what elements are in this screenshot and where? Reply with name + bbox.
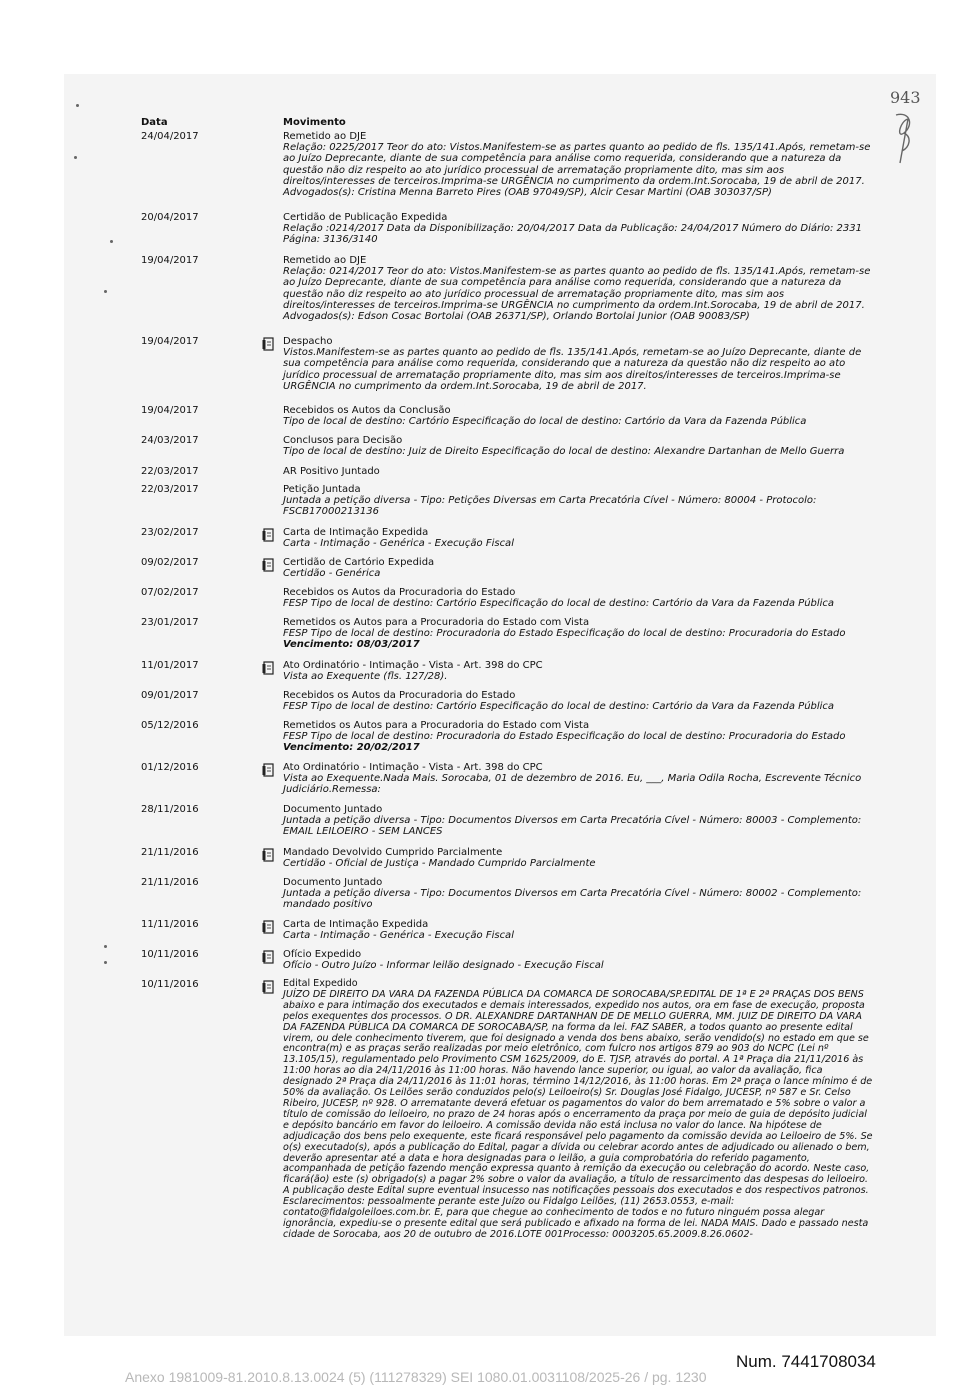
document-icon[interactable] xyxy=(262,762,274,776)
movement-description: Relação :0214/2017 Data da Disponibilização: 20/04/2017 Data da Publicação: 24/04/2017 Número do Diário: 2331 Página: 3136/3140 xyxy=(283,223,862,246)
movement-body xyxy=(283,484,873,518)
movement-deadline: Vencimento: 08/03/2017 xyxy=(283,639,420,651)
movement-body xyxy=(283,336,873,392)
movement-date: 01/12/2016 xyxy=(141,762,199,773)
movement-title[interactable]: Despacho xyxy=(283,336,333,347)
movement-description: Relação: 0214/2017 Teor do ato: Vistos.Manifestem-se as partes quanto ao pedido de fls. 135/141.Após, remetam-se ao Juízo Deprecante, diante de sua competência para análise como requerida, considerando que a natureza da questão não diz respeito ao ato jurídico processual de arrematação propriamente dito, mas sim aos direitos/interesses de terceiros.Imprima-se URGÊNCIA no cumprimento da ordem.Int.Sorocaba, 19 de abril de 2017. Advogados(s): Edson Cosac Bortolai (OAB 26371/SP), Orlando Bortolai Junior (OAB 90083/SP) xyxy=(283,266,871,323)
movement-date: 24/04/2017 xyxy=(141,131,199,142)
movement-description: Carta - Intimação - Genérica - Execução Fiscal xyxy=(283,538,514,550)
movement-body xyxy=(283,877,873,911)
movement-deadline: Vencimento: 20/02/2017 xyxy=(283,742,420,754)
movement-title[interactable]: Ato Ordinatório - Intimação - Vista - Art. 398 do CPC xyxy=(283,762,543,773)
movement-date: 22/03/2017 xyxy=(141,484,199,495)
movement-body xyxy=(283,405,873,427)
movement-description: Ofício - Outro Juízo - Informar leilão designado - Execução Fiscal xyxy=(283,960,604,972)
movement-body xyxy=(283,255,873,322)
movement-title[interactable]: Recebidos os Autos da Procuradoria do Estado xyxy=(283,587,516,598)
movement-title[interactable]: Remetidos os Autos para a Procuradoria do Estado com Vista xyxy=(283,720,590,731)
movement-body xyxy=(283,949,873,971)
movement-title[interactable]: Carta de Intimação Expedida xyxy=(283,919,429,930)
movement-date: 19/04/2017 xyxy=(141,336,199,347)
movement-title[interactable]: Ofício Expedido xyxy=(283,949,362,960)
movement-title[interactable]: Edital Expedido xyxy=(283,978,358,989)
column-header-movement: Movimento xyxy=(283,117,346,128)
handwritten-annotation xyxy=(890,88,930,168)
document-icon[interactable] xyxy=(262,919,274,933)
document-icon[interactable] xyxy=(262,336,274,350)
movement-date: 21/11/2016 xyxy=(141,877,199,888)
movement-title[interactable]: AR Positivo Juntado xyxy=(283,466,380,477)
movement-body xyxy=(283,847,873,869)
scan-speck xyxy=(104,290,107,293)
movement-date: 28/11/2016 xyxy=(141,804,199,815)
movement-description: Relação: 0225/2017 Teor do ato: Vistos.Manifestem-se as partes quanto ao pedido de fls. 135/141.Após, remetam-se ao Juízo Deprecante, diante de sua competência para análise como requerida, considerando que a natureza da questão não diz respeito ao ato jurídico processual de arrematação propriamente dito, mas sim aos direitos/interesses de terceiros.Imprima-se URGÊNCIA no cumprimento da ordem.Int.Sorocaba, 19 de abril de 2017. Advogados(s): Cristina Menna Barreto Pires (OAB 97049/SP), Alcir Cesar Martini (OAB 303037/SP) xyxy=(283,142,871,199)
scan-speck xyxy=(74,156,77,159)
scan-speck xyxy=(104,945,107,948)
movement-description: Vistos.Manifestem-se as partes quanto ao pedido de fls. 135/141.Após, remetam-se ao Juízo Deprecante, diante de sua competência para análise como requerida, considerando que a natureza da questão não diz respeito ao ato jurídico processual de arrematação propriamente dito, mas sim aos direitos/interesses de terceiros.Imprima-se URGÊNCIA no cumprimento da ordem.Int.Sorocaba, 19 de abril de 2017. xyxy=(283,347,862,392)
document-number: Num. 7441708034 xyxy=(736,1352,876,1371)
movement-title[interactable]: Documento Juntado xyxy=(283,877,383,888)
movement-title[interactable]: Mandado Devolvido Cumprido Parcialmente xyxy=(283,847,503,858)
movement-date: 20/04/2017 xyxy=(141,212,199,223)
movement-description: Juntada a petição diversa - Tipo: Documentos Diversos em Carta Precatória Cível - Número: 80003 - Complemento: EMAIL LEILOEIRO - SEM LANCES xyxy=(283,815,862,838)
document-icon[interactable] xyxy=(262,527,274,541)
movement-date: 23/01/2017 xyxy=(141,617,199,628)
movement-date: 10/11/2016 xyxy=(141,949,199,960)
movement-description: FESP Tipo de local de destino: Procuradoria do Estado Especificação do local de destino: Procuradoria do Estado xyxy=(283,731,846,743)
movement-title[interactable]: Documento Juntado xyxy=(283,804,383,815)
handwritten-initials-icon xyxy=(890,107,920,167)
movement-date: 10/11/2016 xyxy=(141,979,199,990)
movement-body xyxy=(283,690,873,712)
movement-date: 19/04/2017 xyxy=(141,405,199,416)
document-icon[interactable] xyxy=(262,979,274,993)
movement-description: FESP Tipo de local de destino: Cartório Especificação do local de destino: Cartório da Vara da Fazenda Pública xyxy=(283,701,835,713)
movement-description: Vista ao Exequente.Nada Mais. Sorocaba, 01 de dezembro de 2016. Eu, ___, Maria Odila Rocha, Escrevente Técnico Judiciário.Remessa: xyxy=(283,773,862,796)
movement-body xyxy=(283,587,873,609)
movement-description: FESP Tipo de local de destino: Procuradoria do Estado Especificação do local de destino: Procuradoria do Estado xyxy=(283,628,846,640)
movement-body xyxy=(283,527,873,549)
scan-speck xyxy=(76,104,79,107)
movement-body xyxy=(283,212,873,246)
footer-reference: Anexo 1981009-81.2010.8.13.0024 (5) (111278329) SEI 1080.01.0031108/2025-26 / pg. 1230 xyxy=(125,1369,707,1385)
movement-date: 19/04/2017 xyxy=(141,255,199,266)
document-icon[interactable] xyxy=(262,847,274,861)
movement-description: Tipo de local de destino: Cartório Especificação do local de destino: Cartório da Vara da Fazenda Pública xyxy=(283,416,807,428)
movement-date: 09/02/2017 xyxy=(141,557,199,568)
movement-body xyxy=(283,919,873,941)
movement-description: Carta - Intimação - Genérica - Execução Fiscal xyxy=(283,930,514,942)
movement-body xyxy=(283,435,873,457)
movement-title[interactable]: Recebidos os Autos da Conclusão xyxy=(283,405,451,416)
movement-description: JUÍZO DE DIREITO DA VARA DA FAZENDA PÚBLICA DA COMARCA DE SOROCABA/SP.EDITAL DE 1ª E 2ª PRAÇAS DOS BENS abaixo e para intimação dos executados e demais interessados, expedido nos autos, ora em fase de execução, proposta pelos exequentes dos processos. O DR. ALEXANDRE DARTANHAN DE DE MELLO GUERRA, MM. JUIZ DE DIREITO DA VARA DA FAZENDA PÚBLICA DA COMARCA DE SOROCABA/SP, na forma da lei. FAZ SABER, a todos quanto ao presente edital virem, ou dele conhecimento tiverem, que foi designado a venda dos bens abaixo, serão vendido(s) no estado em que se encontra(m) e as praças serão realizadas por meio eletrônico, com fulcro nos artigos 879 ao 903 do NCPC (Lei nº 13.105/15), regulamentado pelo Provimento CSM 1625/2009, do E. TJSP, através do portal. A 1ª Praça dia 21/11/2016 às 11:00 horas ao dia 24/11/2016 às 11:00 horas. Não havendo lance superior, ou igual, ao valor da avaliação, fica designado 2ª Praça dia 24/11/2016 às 11:01 horas, término 14/12/2016, às 11:00 horas. Em 2ª praça o lance mínimo é de 50% da avaliação. Os Leilões serão conduzidos pelo(s) Leiloeiro(s) Sr. Douglas José Fidalgo, JUCESP, nº 587 e Sr. Celso Ribeiro, JUCESP, nº 928. O arrematante deverá efetuar os pagamentos do valor do bem arrematado e 5% sobre o valor a título de comissão do leiloeiro, no prazo de 24 horas após o encerramento da praça por meio de guia de depósito judicial e depósito bancário em favor do leiloeiro. A comissão devida não está inclusa no valor do lance. Na hipótese de adjudicação dos bens pelo exequente, este ficará responsável pelo pagamento da comissão devida ao Leiloeiro de 5%. Se o(s) executado(s), após a publicação do Edital, pagar a dívida ou celebrar acordo antes de adjudicado ou alienado o bem, deverão apresentar até a data e hora designadas para o leilão, a guia comprobatória do referido pagamento, acompanhada de petição fazendo menção expressa quanto à remição da execução ou celebração do acordo. Neste caso, ficará(ão) este (s) obrigado(s) a pagar 2% sobre o valor da avaliação, a título de ressarcimento das despesas do leiloeiro. A publicação deste Edital supre eventual insucesso nas notificações pessoais dos executados e dos respectivos patronos. Esclarecimentos: pessoalmente perante este Juízo ou Fidalgo Leilões, (11) 2653.0553, e-mail: contato@fidalgoleiloes.com.br. E, para que chegue ao conhecimento de todos e no futuro ninguém possa alegar ignorância, expediu-se o presente edital que será publicado e afixado na forma de lei. NADA MAIS. Dado e passado nesta cidade de Sorocaba, aos 20 de outubro de 2016.LOTE 001Processo: 0003205.65.2009.8.26.0602- xyxy=(283,988,873,1240)
movement-title[interactable]: Carta de Intimação Expedida xyxy=(283,527,429,538)
movement-body xyxy=(283,762,873,796)
movement-description: Tipo de local de destino: Juiz de Direito Especificação do local de destino: Alexandre Dartanhan de Mello Guerra xyxy=(283,446,845,458)
document-icon[interactable] xyxy=(262,660,274,674)
movement-body xyxy=(283,131,873,198)
movement-description: FESP Tipo de local de destino: Cartório Especificação do local de destino: Cartório da Vara da Fazenda Pública xyxy=(283,598,835,610)
movement-title[interactable]: Petição Juntada xyxy=(283,484,361,495)
handwritten-page-number: 943 xyxy=(890,88,921,107)
document-icon[interactable] xyxy=(262,949,274,963)
movement-title[interactable]: Ato Ordinatório - Intimação - Vista - Art. 398 do CPC xyxy=(283,660,543,671)
scan-speck xyxy=(104,961,107,964)
movement-description: Juntada a petição diversa - Tipo: Documentos Diversos em Carta Precatória Cível - Número: 80002 - Complemento: mandado positivo xyxy=(283,888,862,911)
movement-date: 11/11/2016 xyxy=(141,919,199,930)
movement-title[interactable]: Conclusos para Decisão xyxy=(283,435,403,446)
movement-date: 22/03/2017 xyxy=(141,466,199,477)
movement-date: 21/11/2016 xyxy=(141,847,199,858)
movement-body xyxy=(283,979,873,1241)
movement-date: 11/01/2017 xyxy=(141,660,199,671)
movement-title[interactable]: Remetidos os Autos para a Procuradoria do Estado com Vista xyxy=(283,617,590,628)
movement-body xyxy=(283,466,873,477)
movement-description: Vista ao Exequente (fls. 127/28). xyxy=(283,671,448,683)
movement-date: 23/02/2017 xyxy=(141,527,199,538)
movement-date: 05/12/2016 xyxy=(141,720,199,731)
movement-body xyxy=(283,720,873,754)
column-header-date: Data xyxy=(141,117,168,128)
movement-body xyxy=(283,804,873,838)
movement-date: 09/01/2017 xyxy=(141,690,199,701)
scan-speck xyxy=(110,240,113,243)
movement-title[interactable]: Certidão de Cartório Expedida xyxy=(283,557,435,568)
movement-body xyxy=(283,660,873,682)
movement-title[interactable]: Certidão de Publicação Expedida xyxy=(283,212,448,223)
movement-title[interactable]: Remetido ao DJE xyxy=(283,131,367,142)
document-icon[interactable] xyxy=(262,557,274,571)
movement-description: Certidão - Genérica xyxy=(283,568,381,580)
movement-description: Certidão - Oficial de Justiça - Mandado Cumprido Parcialmente xyxy=(283,858,596,870)
movement-title[interactable]: Remetido ao DJE xyxy=(283,255,367,266)
movement-date: 24/03/2017 xyxy=(141,435,199,446)
movement-body xyxy=(283,617,873,651)
movement-title[interactable]: Recebidos os Autos da Procuradoria do Estado xyxy=(283,690,516,701)
movement-description: Juntada a petição diversa - Tipo: Petições Diversas em Carta Precatória Cível - Número: 80004 - Protocolo: FSCB17000213136 xyxy=(283,495,817,518)
movement-date: 07/02/2017 xyxy=(141,587,199,598)
movement-body xyxy=(283,557,873,579)
